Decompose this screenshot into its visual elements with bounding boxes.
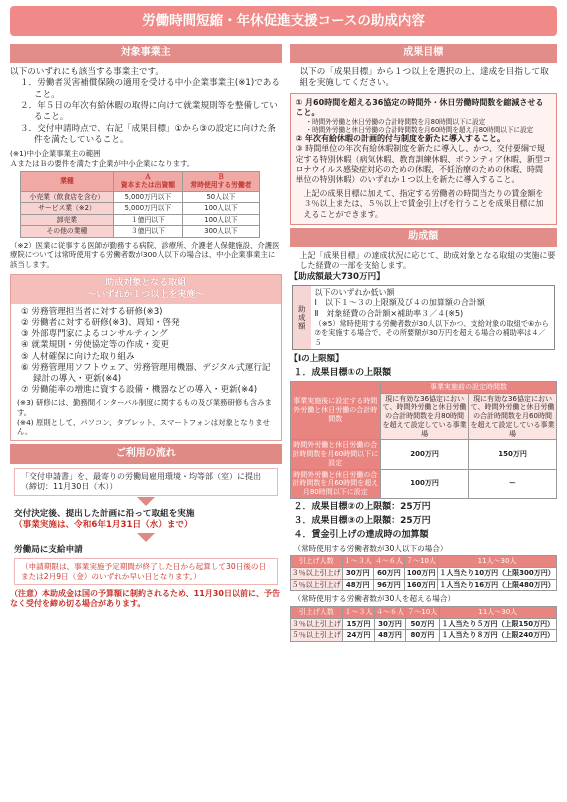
table-row: 卸売業 １億円以下 100人以下 <box>21 214 260 225</box>
eligible-item-1: １．労働者災害補償保険の適用を受ける中小企業事業主(※1)であること。 <box>20 78 280 100</box>
training-note: (※3) 研修には、勤務間インターバル制度に関するもの及び業務研修も含みます。 <box>17 398 272 417</box>
goal-3: ③ 時間単位の年次有給休暇制度を新たに導入し、かつ、交付要綱で規定する特別休暇（病気休暇、教育訓練休暇、ボランティア休暇、新型コロナウイルス感染症対応のための休暇、不妊治療のための休暇、時間単位の特別休暇）のいずれか１つ以上を新たに導入すること。 <box>295 144 551 185</box>
amount-line: Ⅱ 対象経費の合計額×補助率３／４(※5) <box>314 308 464 318</box>
large-firm-title: （常時使用する労働者数が30人を超える場合） <box>293 594 456 604</box>
sme-header-industry: 業種 <box>21 171 114 191</box>
medical-note: （※2）医業に従事する医師が勤務する病院、診療所、介護老人保健施設、介護医療院については常時使用する労働者数が300人以下の場合は、中小企業事業主に該当します。 <box>10 240 280 269</box>
table-row: ５％以上引上げ 48万円 96万円 160万円 １人当たり16万円（上限480万円） <box>290 579 557 591</box>
table-row: サービス業（※2） 5,000万円以下 100人以下 <box>21 203 260 214</box>
eligible-item-3: ３．交付申請時点で、右記「成果目標」①から③の設定に向けた条件を満たしていること。 <box>20 123 276 146</box>
amount-side-label: 助成額 <box>293 286 311 349</box>
flow-step-implement: 交付決定後、提出した計画に沿って取組を実施 （事業実施は、令和6年1月31日（水）まで） <box>14 508 195 530</box>
cap-wage-bonus: ４．賃金引上げの達成時の加算額 <box>293 530 429 541</box>
table-row: ３％以上引上げ 30万円 60万円 100万円 １人当たり10万円（上限300万円） <box>290 567 557 579</box>
goals-box <box>290 93 558 225</box>
small-firm-title: （常時使用する労働者数が30人以下の場合） <box>293 543 448 553</box>
action-item: ⑥ 労務管理用ソフトウェア、労務管理用機器、デジタル式運行記録計の導入・更新(※4) <box>21 362 271 384</box>
cap-goal-1: １．成果目標①の上限額 <box>293 367 392 378</box>
amount-line: Ⅰ 以下１～３の上限額及び４の加算額の合計額 <box>314 298 485 308</box>
sme-note-text: ＡまたはＢの要件を満たす企業が中小企業になります。 <box>10 159 195 169</box>
goals-heading: 成果目標 <box>290 44 558 63</box>
action-item: ② 労働者に対する研修(※3)、周知・啓発 <box>21 318 180 329</box>
table-row: その他の業種 ３億円以下 300人以下 <box>21 226 260 237</box>
flow-claim-deadline: （申請期限は、事業実施予定期間が終了した日から起算して30日後の日または2月9日（金）のいずれか早い日となります。） <box>14 558 278 585</box>
cap-title: 【Ⅰの上限額】 <box>289 353 344 364</box>
left-column <box>10 41 282 642</box>
sme-table <box>20 171 260 238</box>
wage-table-large: 引上げ人数 １～３人 ４～６人 ７～10人 11人～30人 ３％以上引上げ 15万円 30万円 50万円 １人当たり５万円（上限150万円） ５％以上引上げ 24万円 48万円 80万円 １人当たり８万円（上限240万円） <box>290 606 558 642</box>
table-row: ３％以上引上げ 15万円 30万円 50万円 １人当たり５万円（上限150万円） <box>290 618 557 630</box>
wage-table-small: 引上げ人数 １～３人 ４～６人 ７～10人 11人～30人 ３％以上引上げ 30万円 60万円 100万円 １人当たり10万円（上限300万円） ５％以上引上げ 48万円 96万円 160万円 １人当たり16万円（上限480万円） <box>290 555 558 591</box>
goal-1-option: ・時間外労働と休日労働の合計時間数を月80時間以下に設定 <box>305 117 486 126</box>
table-row: ５％以上引上げ 24万円 48万円 80万円 １人当たり８万円（上限240万円） <box>290 630 557 642</box>
sme-header-a: Ａ 資本または出資額 <box>113 171 182 191</box>
goal-1: ① 月60時間を超える36協定の時間外・休日労働時間数を縮減させること。 <box>295 97 544 117</box>
flow-heading: ご利用の流れ <box>10 444 282 464</box>
budget-warning: （注意）本助成金は国の予算額に制約されるため、11月30日以前に、予告なく受付を締め切る場合があります。 <box>10 588 280 609</box>
device-note: (※4) 原則として、パソコン、タブレット、スマートフォンは対象となりません。 <box>17 417 270 437</box>
amount-box <box>292 285 556 350</box>
wage-goal: 上記の成果目標に加えて、指定する労働者の時間当たりの賃金額を３％以上または、５％以上で賃金引上げを行うことを成果目標に加えることができます。 <box>303 188 544 219</box>
sme-note-title: (※1)中小企業事業主の範囲 <box>10 149 101 159</box>
eligible-heading: 対象事業主 <box>10 44 282 63</box>
actions-box <box>10 274 282 440</box>
eligible-intro: 以下のいずれにも該当する事業主です。 <box>10 67 165 77</box>
flow-step-claim: 労働局に支給申請 <box>14 545 83 556</box>
goal-2: ② 年次有給休暇の計画的付与制度を新たに導入すること。 <box>295 134 506 144</box>
amount-intro: 上記「成果目標」の達成状況に応じて、助成対象となる取組の実施に要した経費の一部を支給します。 <box>299 250 556 271</box>
table-row: 小売業（飲食店を含む） 5,000万円以下 50人以下 <box>21 191 260 202</box>
amount-line: 以下のいずれか低い額 <box>314 287 395 297</box>
action-item: ③ 外部専門家によるコンサルティング <box>21 329 168 340</box>
action-item: ⑤ 人材確保に向けた取り組み <box>21 351 135 362</box>
goal-1-option: ・時間外労働と休日労働の合計時間数を月60時間を超え月80時間以下に設定 <box>305 125 534 134</box>
amount-heading: 助成額 <box>290 228 558 247</box>
action-item: ① 労務管理担当者に対する研修(※3) <box>21 306 163 317</box>
goal1-cap-table: 事業実施後に設定する時間外労働と休日労働の合計時間数 事業実施前の設定時間数 現に有効な36協定において、時間外労働と休日労働の合計時間数を月80時間を超えて設定している事業場 現に有効な36協定において、時間外労働と休日労働の合計時間数を月60時間を超えて設定している事業場 時間外労働と休日労働の合計時間数を月60時間以下に設定 200万円 150万円 時間外労働と休日労働の合計時間数を月60時間を超え月80時間以下に設定 100万円 ー <box>290 381 558 499</box>
table-row: 時間外労働と休日労働の合計時間数を月60時間を超え月80時間以下に設定 100万円 ー <box>290 469 557 498</box>
table-row: 時間外労働と休日労働の合計時間数を月60時間以下に設定 200万円 150万円 <box>290 440 557 469</box>
actions-heading: 助成対象となる取組 ～いずれか１つ以上を実施～ <box>11 275 281 304</box>
cap-goal-3: ３．成果目標③の上限額：25万円 <box>293 516 431 527</box>
flow-step-apply: 「交付申請書」を、最寄りの労働局雇用環境・均等部（室）に提出（締切：11月30日（木）） <box>14 468 278 496</box>
down-arrow-icon <box>137 533 155 542</box>
right-column <box>290 41 558 642</box>
down-arrow-icon <box>137 497 155 506</box>
amount-line: （※5）常時使用する労働者数が30人以下かつ、支給対象の取組で⑥から⑦を実施する場合で、その所要額が30万円を超える場合の補助率は４／５ <box>314 318 549 347</box>
action-item: ④ 就業規則・労使協定等の作成・変更 <box>21 340 169 351</box>
goals-intro: 以下の「成果目標」から１つ以上を選択の上、達成を目指して取組を実施してください。 <box>299 67 549 89</box>
amount-max: 【助成額最大730万円】 <box>289 271 385 282</box>
cap-goal-2: ２．成果目標②の上限額：25万円 <box>293 501 431 512</box>
sme-header-b: Ｂ 常時使用する労働者 <box>182 171 259 191</box>
page-title: 労働時間短縮・年休促進支援コースの助成内容 <box>10 6 557 36</box>
action-item: ⑦ 労働能率の増進に資する設備・機器などの導入・更新(※4) <box>21 385 258 396</box>
eligible-item-2: ２．年５日の年次有給休暇の取得に向けて就業規則等を整備していること。 <box>20 101 278 123</box>
